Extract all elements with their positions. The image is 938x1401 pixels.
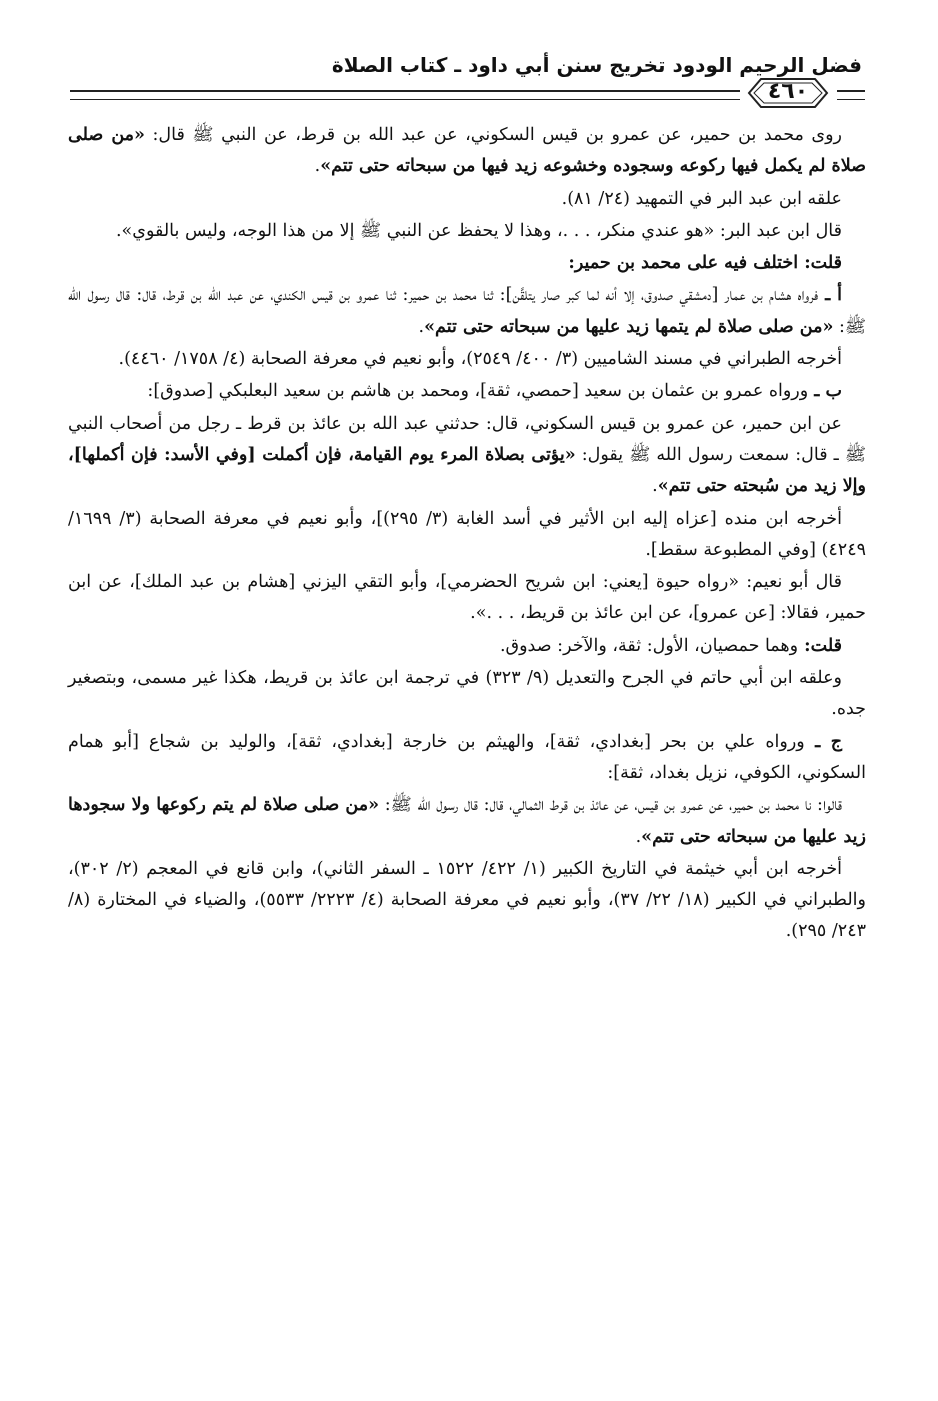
page-number: ٤٦٠ xyxy=(767,79,809,104)
bold-text-run: ب ـ xyxy=(808,381,842,402)
text-run: وعلقه ابن أبي حاتم في الجرح والتعديل (٩/ ٣٢٣) في ترجمة ابن عائذ بن قريط، هكذا غير مسمى، وبتصغير جده. xyxy=(68,668,866,720)
paragraph xyxy=(68,280,866,343)
paragraph xyxy=(68,854,866,948)
page-number-badge xyxy=(743,76,833,110)
text-run: أخرجه الطبراني في مسند الشاميين (٣/ ٤٠٠/ ٢٥٤٩)، وأبو نعيم في معرفة الصحابة (٤/ ١٧٥٨/ ٤٤٦٠). xyxy=(118,349,842,370)
header-rule xyxy=(70,79,865,106)
paragraph xyxy=(68,216,866,247)
bold-text-run: قلت: اختلف فيه على محمد بن حمير: xyxy=(568,253,842,274)
paragraph xyxy=(68,567,866,630)
text-run: . xyxy=(314,156,321,177)
text-run: . xyxy=(635,826,642,847)
text-run: قال أبو نعيم: «رواه حيوة [يعني: ابن شريح الحضرمي]، وأبو التقي اليزني [هشام بن عبد الملك]، عن ابن حمير، فقالا: [عن عمرو]، عن ابن عائذ بن قريط، . . .». xyxy=(68,572,866,624)
bold-text-run: ج ـ xyxy=(804,731,843,752)
bold-text-run: «يؤتى بصلاة المرء يوم القيامة، فإن أكملت [وفي الأسد: فإن أكملها]، وإلا زيد من سُبحته حتى تتم» xyxy=(68,444,866,497)
paragraph xyxy=(68,790,866,853)
header-rule-right xyxy=(837,90,865,100)
bold-text-run: أ ـ xyxy=(818,285,842,306)
text-run: عن ابن حمير، عن عمرو بن قيس السكوني، قال: حدثني عبد الله بن عائذ بن قرط ـ رجل من أصحاب النبي ﷺ ـ قال: سمعت رسول الله ﷺ يقول: xyxy=(68,413,866,465)
paragraph xyxy=(68,248,866,279)
paragraph xyxy=(68,504,866,567)
text-run: أخرجه ابن أبي خيثمة في التاريخ الكبير (١/ ٤٢٢/ ١٥٢٢ ـ السفر الثاني)، وابن قانع في المعجم (٢/ ٣٠٢)، والطبراني في الكبير (١٨/ ٢٢/ ٣٧)، وأبو نعيم في معرفة الصحابة (٤/ ٢٢٢٣/ ٥٥٣٣)، والضياء في المختارة (٨/ ٢٤٣/ ٢٩٥). xyxy=(68,858,866,942)
paragraph xyxy=(68,409,866,503)
paragraph xyxy=(68,631,866,662)
paragraph xyxy=(68,663,866,726)
paragraph xyxy=(68,344,866,375)
text-run: أخرجه ابن منده [عزاه إليه ابن الأثير في أسد الغابة (٣/ ٢٩٥)]، وأبو نعيم في معرفة الصحابة (٣/ ١٦٩٩/ ٤٢٤٩) [وفي المطبوعة سقط]. xyxy=(68,508,866,560)
paragraph xyxy=(68,184,866,215)
text-run: . xyxy=(652,476,658,497)
text-run: قالوا: نا محمد بن حمير، عن عمرو بن قيس، عن عائذ بن قرط الثمالي، قال: قال رسول الله ﷺ: xyxy=(379,795,842,816)
paragraph xyxy=(68,727,866,790)
text-run: علقه ابن عبد البر في التمهيد (٢٤/ ٨١). xyxy=(561,188,842,209)
text-run: فرواه هشام بن عمار [دمشقي صدوق، إلا أنه لما كبر صار يتلقَّن]: ثنا محمد بن حمير: ثنا عمرو بن قيس الكندي، عن عبد الله بن قرط، قال: قال رسول الله ﷺ: xyxy=(68,285,866,337)
page-body xyxy=(68,120,866,949)
text-run: قال ابن عبد البر: «هو عندي منكر، . . .، وهذا لا يحفظ عن النبي ﷺ إلا من هذا الوجه، وليس بالقوي». xyxy=(115,220,842,241)
header-rule-left xyxy=(70,90,740,100)
text-run: ورواه علي بن بحر [بغدادي، ثقة]، والهيثم بن خارجة [بغدادي، ثقة]، والوليد بن شجاع [أبو همام السكوني، الكوفي، نزيل بغداد، ثقة]: xyxy=(68,731,866,783)
text-run: وهما حمصيان، الأول: ثقة، والآخر: صدوق. xyxy=(499,635,799,656)
text-run: ورواه عمرو بن عثمان بن سعيد [حمصي، ثقة]، ومحمد بن هاشم بن سعيد البعلبكي [صدوق]: xyxy=(147,381,809,402)
bold-text-run: قلت: xyxy=(798,635,842,656)
paragraph xyxy=(68,120,866,183)
bold-text-run: «من صلى صلاة لم يكمل فيها ركوعه وسجوده وخشوعه زيد فيها من سبحاته حتى تتم» xyxy=(68,125,866,177)
bold-text-run: «من صلى صلاة لم يتمها زيد عليها من سبحاته حتى تتم» xyxy=(424,316,834,337)
header-title: فضل الرحيم الودود تخريج سنن أبي داود ـ كتاب الصلاة xyxy=(331,53,862,77)
text-run: روى محمد بن حمير، عن عمرو بن قيس السكوني، عن عبد الله بن قرط، عن النبي ﷺ قال: xyxy=(144,125,843,145)
running-header xyxy=(62,50,862,80)
bold-text-run: «من صلى صلاة لم يتم ركوعها ولا سجودها زيد عليها من سبحاته حتى تتم» xyxy=(68,795,866,847)
paragraph xyxy=(68,376,866,407)
text-run: . xyxy=(418,316,425,337)
